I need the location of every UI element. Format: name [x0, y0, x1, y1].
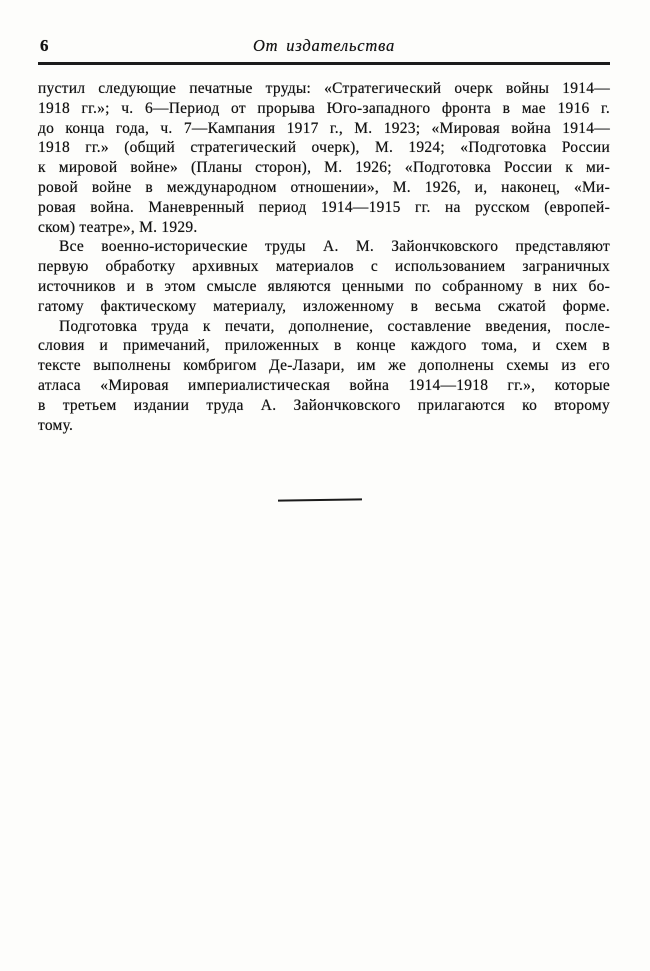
text-line: гатому фактическому материалу, изложенному в весьма сжатой форме.	[38, 297, 610, 315]
text-line: тексте выполнены комбригом Де-Лазари, им же дополнены схемы из его	[38, 357, 610, 375]
text-line: словия и примечаний, приложенных в конце каждого тома, и схем в	[38, 337, 610, 355]
body-text	[38, 79, 610, 435]
text-line: первую обработку архивных материалов с использованием заграничных	[38, 258, 610, 276]
section-divider	[278, 498, 362, 501]
text-line: ровая война. Маневренный период 1914—1915 гг. на русском (европей-	[38, 198, 610, 216]
page-header	[38, 36, 610, 66]
text-line: Все военно-исторические труды А. М. Зайончковского представляют	[59, 238, 610, 256]
text-line: 1918 гг.»; ч. 6—Период от прорыва Юго-западного фронта в мае 1916 г.	[38, 99, 610, 117]
text-line: в третьем издании труда А. Зайончковского прилагаются ко второму	[38, 396, 610, 414]
header-rule	[38, 62, 610, 65]
page-number: 6	[40, 36, 49, 55]
text-line: ровой войне в международном отношении», М. 1926, и, наконец, «Ми-	[38, 178, 610, 196]
text-line: до конца года, ч. 7—Кампания 1917 г., М. 1923; «Мировая война 1914—	[38, 119, 610, 137]
text-line: к мировой войне» (Планы сторон), М. 1926; «Подготовка России к ми-	[38, 159, 610, 177]
text-line: пустил следующие печатные труды: «Стратегический очерк войны 1914—	[38, 80, 610, 97]
text-line: Подготовка труда к печати, дополнение, составление введения, после-	[59, 317, 610, 335]
text-line: тому.	[38, 416, 74, 434]
text-line: источников и в этом смысле являются ценными по собранному в них бо-	[38, 277, 610, 295]
text-line: атласа «Мировая империалистическая война 1914—1918 гг.», которые	[38, 376, 610, 394]
text-line: ском) театре», М. 1929.	[38, 218, 198, 236]
running-head: От издательства	[252, 36, 396, 55]
text-line: 1918 гг.» (общий стратегический очерк), М. 1924; «Подготовка России	[38, 139, 610, 157]
